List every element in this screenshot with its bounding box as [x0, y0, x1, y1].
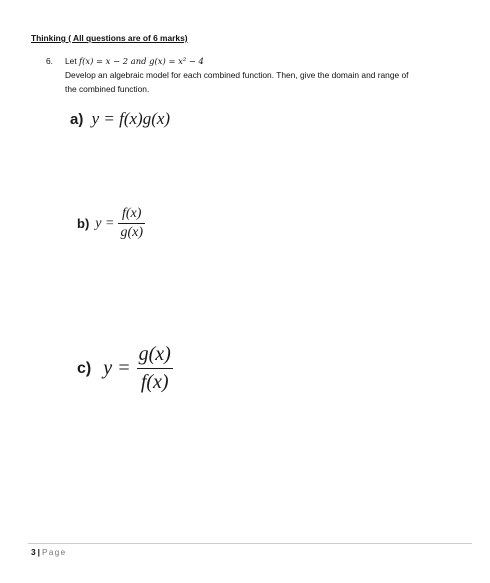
part-c-equation: [77, 343, 173, 394]
part-c-denominator: f(x): [140, 371, 169, 393]
part-b-denominator: g(x): [120, 225, 143, 240]
page-word: Page: [42, 547, 67, 557]
question-instructions-cont: the combined function.: [65, 84, 150, 94]
part-b-equation: [77, 206, 145, 241]
part-b-lhs: y =: [95, 215, 115, 231]
intro-prefix: Let: [65, 56, 79, 66]
page-footer: [31, 547, 66, 557]
part-c-fraction: [137, 343, 173, 394]
question-intro: [65, 56, 204, 66]
part-b-label: b): [77, 216, 90, 231]
section-heading: Thinking ( All questions are of 6 marks): [31, 33, 188, 43]
part-a-lhs: y =: [91, 109, 115, 128]
part-c-numerator: g(x): [138, 343, 171, 365]
and-word: and: [128, 56, 150, 66]
question-number: 6.: [46, 56, 53, 66]
part-a-expression: f(x)g(x): [119, 109, 171, 128]
footer-separator: |: [37, 547, 41, 557]
page-number: 3: [31, 547, 36, 557]
part-b-numerator: f(x): [122, 206, 142, 221]
part-c-lhs: y =: [103, 357, 131, 379]
part-a-equation: [70, 109, 170, 129]
footer-divider: [28, 543, 472, 544]
part-c-label: c): [77, 359, 92, 377]
g-definition: g(x) = x² − 4: [149, 56, 204, 66]
part-a-label: a): [70, 111, 84, 128]
question-instructions: Develop an algebraic model for each combined function. Then, give the domain and range of: [65, 70, 409, 80]
part-b-fraction: [118, 206, 145, 241]
f-definition: f(x) = x − 2: [78, 56, 129, 66]
